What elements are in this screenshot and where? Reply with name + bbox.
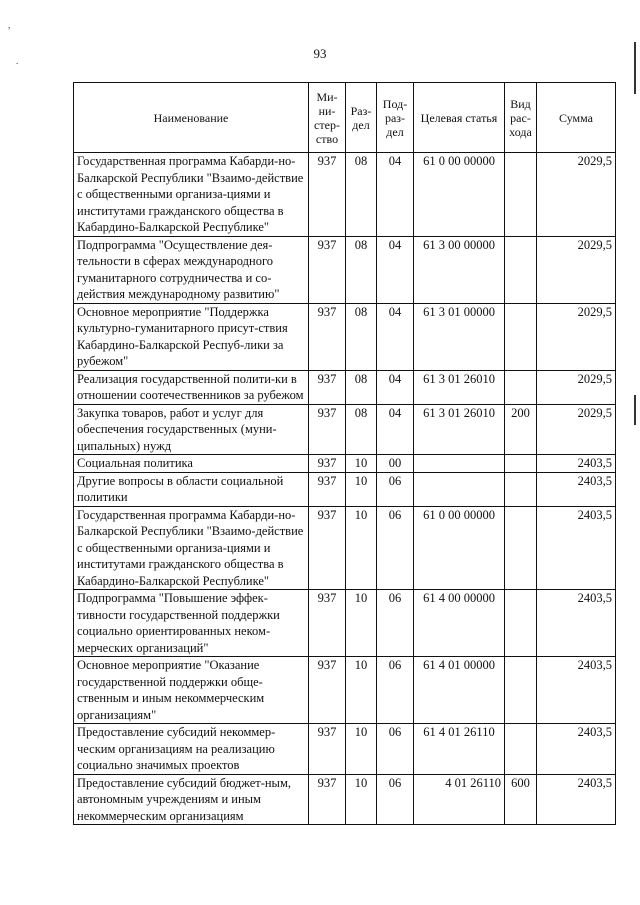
cell-target: 61 4 01 26110: [414, 724, 505, 775]
cell-section: 10: [346, 724, 377, 775]
cell-name: Подпрограмма "Повышение эффек-тивности государственной поддержки социально ориентированных неком-мерческих организаций": [74, 590, 309, 657]
cell-ministry: 937: [309, 153, 346, 237]
cell-name: Государственная программа Кабарди-но-Балкарской Республики "Взаимо-действие с общественными организа-циями и институтами гражданского общества в Кабардино-Балкарской Республике": [74, 506, 309, 590]
cell-subsection: 04: [377, 404, 414, 455]
table-row: [74, 370, 616, 404]
cell-subsection: 06: [377, 774, 414, 825]
table-body: [74, 153, 616, 825]
cell-expense-type: [505, 506, 537, 590]
cell-name: Реализация государственной полити-ки в отношении соотечественников за рубежом: [74, 370, 309, 404]
cell-expense-type: [505, 455, 537, 473]
cell-target: 61 0 00 00000: [414, 153, 505, 237]
cell-expense-type: [505, 657, 537, 724]
table-row: [74, 774, 616, 825]
scan-edge-line-bottom: [634, 395, 636, 425]
table-row: [74, 153, 616, 237]
cell-name: Предоставление субсидий бюджет-ным, автономным учреждениям и иным некоммерческим организациям: [74, 774, 309, 825]
table-header-row: [74, 83, 616, 153]
table-row: [74, 404, 616, 455]
cell-target: 61 3 01 00000: [414, 303, 505, 370]
cell-expense-type: [505, 303, 537, 370]
margin-mark-bottom: .: [16, 56, 19, 66]
cell-amount: 2403,5: [537, 506, 616, 590]
cell-expense-type: [505, 590, 537, 657]
cell-expense-type: [505, 724, 537, 775]
cell-ministry: 937: [309, 404, 346, 455]
cell-subsection: 04: [377, 153, 414, 237]
cell-section: 08: [346, 153, 377, 237]
cell-name: Основное мероприятие "Оказание государственной поддержки обще-ственным и иным некоммерческим организациям": [74, 657, 309, 724]
cell-amount: 2403,5: [537, 455, 616, 473]
cell-section: 10: [346, 472, 377, 506]
cell-subsection: 06: [377, 472, 414, 506]
cell-section: 10: [346, 506, 377, 590]
cell-name: Закупка товаров, работ и услуг для обеспечения государственных (муни-ципальных) нужд: [74, 404, 309, 455]
cell-name: Основное мероприятие "Поддержка культурно-гуманитарного присут-ствия Кабардино-Балкарской Респуб-лики за рубежом": [74, 303, 309, 370]
cell-amount: 2029,5: [537, 303, 616, 370]
cell-amount: 2029,5: [537, 153, 616, 237]
cell-amount: 2403,5: [537, 657, 616, 724]
table-row: [74, 590, 616, 657]
cell-target: 61 4 00 00000: [414, 590, 505, 657]
cell-subsection: 04: [377, 303, 414, 370]
header-target: Целевая статья: [414, 83, 505, 153]
table-row: [74, 472, 616, 506]
cell-target: [414, 472, 505, 506]
cell-section: 10: [346, 774, 377, 825]
table-row: [74, 303, 616, 370]
table-row: [74, 236, 616, 303]
cell-section: 10: [346, 455, 377, 473]
cell-section: 08: [346, 404, 377, 455]
page-number: 93: [313, 46, 327, 61]
cell-subsection: 06: [377, 506, 414, 590]
cell-ministry: 937: [309, 590, 346, 657]
scan-edge-line-top: [634, 42, 636, 94]
cell-amount: 2403,5: [537, 590, 616, 657]
cell-name: Предоставление субсидий некоммер-ческим организациям на реализацию социально значимых проектов: [74, 724, 309, 775]
cell-target: 61 3 01 26010: [414, 404, 505, 455]
header-ministry: Ми-ни-стер-ство: [309, 83, 346, 153]
cell-expense-type: [505, 472, 537, 506]
cell-amount: 2403,5: [537, 774, 616, 825]
cell-ministry: 937: [309, 455, 346, 473]
cell-target: [414, 455, 505, 473]
cell-name: Другие вопросы в области социальной политики: [74, 472, 309, 506]
cell-expense-type: [505, 236, 537, 303]
cell-amount: 2029,5: [537, 404, 616, 455]
budget-table: [73, 82, 616, 825]
cell-target: 61 3 01 26010: [414, 370, 505, 404]
cell-section: 08: [346, 370, 377, 404]
table-row: [74, 657, 616, 724]
cell-section: 08: [346, 303, 377, 370]
cell-name: Подпрограмма "Осуществление дея-тельности в сферах международного гуманитарного сотрудничества и со-действия международному развитию": [74, 236, 309, 303]
cell-ministry: 937: [309, 774, 346, 825]
margin-mark-top: ,: [8, 20, 11, 30]
cell-name: Социальная политика: [74, 455, 309, 473]
table-row: [74, 506, 616, 590]
header-expense-type: Вид рас-хода: [505, 83, 537, 153]
table-row: [74, 724, 616, 775]
cell-target: 61 4 01 00000: [414, 657, 505, 724]
cell-section: 08: [346, 236, 377, 303]
cell-amount: 2029,5: [537, 370, 616, 404]
cell-ministry: 937: [309, 303, 346, 370]
cell-target: 4 01 26110: [414, 774, 505, 825]
cell-target: 61 0 00 00000: [414, 506, 505, 590]
header-name: Наименование: [74, 83, 309, 153]
table-row: [74, 455, 616, 473]
cell-amount: 2029,5: [537, 236, 616, 303]
cell-subsection: 06: [377, 657, 414, 724]
cell-expense-type: 600: [505, 774, 537, 825]
cell-section: 10: [346, 657, 377, 724]
cell-target: 61 3 00 00000: [414, 236, 505, 303]
cell-ministry: 937: [309, 657, 346, 724]
cell-amount: 2403,5: [537, 724, 616, 775]
cell-subsection: 06: [377, 724, 414, 775]
cell-ministry: 937: [309, 472, 346, 506]
header-subsection: Под-раз-дел: [377, 83, 414, 153]
cell-expense-type: [505, 370, 537, 404]
cell-section: 10: [346, 590, 377, 657]
cell-subsection: 06: [377, 590, 414, 657]
cell-expense-type: [505, 153, 537, 237]
header-amount: Сумма: [537, 83, 616, 153]
cell-amount: 2403,5: [537, 472, 616, 506]
header-section: Раз-дел: [346, 83, 377, 153]
cell-ministry: 937: [309, 506, 346, 590]
cell-subsection: 04: [377, 370, 414, 404]
cell-ministry: 937: [309, 370, 346, 404]
cell-subsection: 00: [377, 455, 414, 473]
cell-subsection: 04: [377, 236, 414, 303]
cell-name: Государственная программа Кабарди-но-Балкарской Республики "Взаимо-действие с общественными организа-циями и институтами гражданского общества в Кабардино-Балкарской Республике": [74, 153, 309, 237]
cell-ministry: 937: [309, 724, 346, 775]
cell-ministry: 937: [309, 236, 346, 303]
cell-expense-type: 200: [505, 404, 537, 455]
